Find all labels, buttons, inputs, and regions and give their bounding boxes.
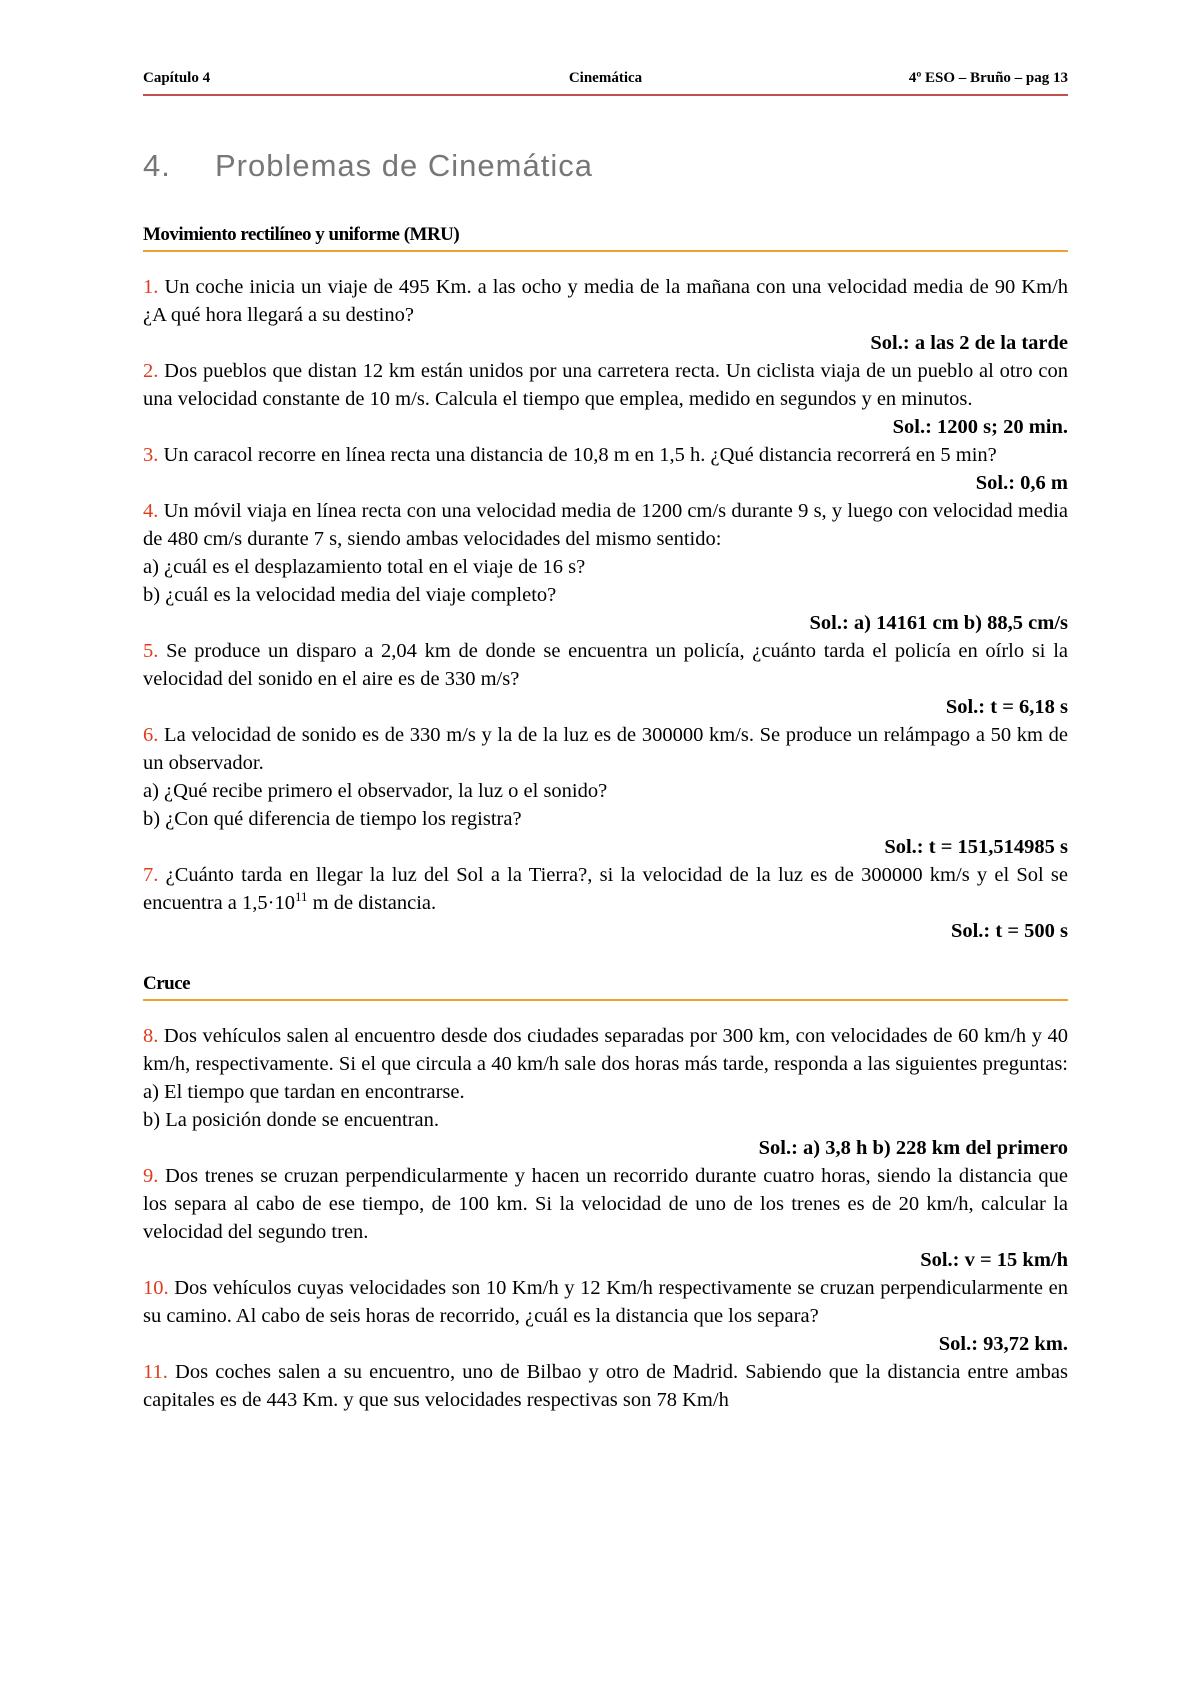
sub-question-a: a) ¿cuál es el desplazamiento total en el viaje de 16 s?: [143, 556, 586, 578]
problem-number: 10.: [143, 1277, 169, 1299]
sub-question-b: b) ¿cuál es la velocidad media del viaje completo?: [143, 584, 557, 606]
problem-7: [143, 861, 1068, 945]
problem-statement: Un coche inicia un viaje de 495 Km. a las ocho y media de la mañana con una velocidad media de 90 Km/h ¿A qué hora llegará a su destino?: [143, 276, 1068, 326]
problem-statement: La velocidad de sonido es de 330 m/s y la de la luz es de 300000 km/s. Se produce un relámpago a 50 km de un observador.: [143, 724, 1068, 774]
problem-text: [143, 1274, 1068, 1330]
problem-number: 5.: [143, 640, 159, 662]
problem-number: 1.: [143, 276, 159, 298]
problem-6: [143, 721, 1068, 861]
problem-statement: Dos vehículos cuyas velocidades son 10 Km/h y 12 Km/h respectivamente se cruzan perpendicularmente en su camino. Al cabo de seis horas de recorrido, ¿cuál es la distancia que los separa?: [143, 1277, 1068, 1327]
problem-text: [143, 497, 1068, 553]
problem-text: [143, 441, 1068, 469]
section-heading-mru: Movimiento rectilíneo y uniforme (MRU): [143, 224, 1068, 252]
problem-statement-end: m de distancia.: [307, 892, 437, 914]
problem-number: 8.: [143, 1025, 159, 1047]
problem-11: [143, 1358, 1068, 1414]
exponent: 11: [294, 889, 308, 904]
chapter-title-text: Problemas de Cinemática: [215, 148, 593, 183]
problem-1: [143, 273, 1068, 357]
problem-4: [143, 497, 1068, 637]
problem-number: 2.: [143, 360, 159, 382]
problem-5: [143, 637, 1068, 721]
problem-statement: Dos coches salen a su encuentro, uno de Bilbao y otro de Madrid. Sabiendo que la distancia entre ambas capitales es de 443 Km. y que sus velocidades respectivas son 78 Km/h: [143, 1361, 1068, 1411]
chapter-number: 4.: [143, 148, 171, 183]
problem-3: [143, 441, 1068, 497]
problem-statement: Se produce un disparo a 2,04 km de donde se encuentra un policía, ¿cuánto tarda el policía en oírlo si la velocidad del sonido en el aire es de 330 m/s?: [143, 640, 1068, 690]
problem-text: [143, 357, 1068, 413]
problem-statement: Dos trenes se cruzan perpendicularmente y hacen un recorrido durante cuatro horas, siendo la distancia que los separa al cabo de ese tiempo, de 100 km. Si la velocidad de uno de los trenes es de 20 km/h, calcular la velocidad del segundo tren.: [143, 1165, 1068, 1243]
problem-statement: Un móvil viaja en línea recta con una velocidad media de 1200 cm/s durante 9 s, y luego con velocidad media de 480 cm/s durante 7 s, siendo ambas velocidades del mismo sentido:: [143, 500, 1068, 550]
section-heading-cruce: Cruce: [143, 973, 1068, 1001]
header-chapter: Capítulo 4: [143, 70, 211, 86]
page-header: [143, 66, 1068, 96]
problem-number: 11.: [143, 1361, 168, 1383]
problem-number: 7.: [143, 864, 159, 886]
problem-text: [143, 861, 1068, 917]
problem-statement: ¿Cuánto tarda en llegar la luz del Sol a la Tierra?, si la velocidad de la luz es de 300000 km/s y el Sol se encuentra a 1,5·10: [143, 864, 1068, 914]
problem-10: [143, 1274, 1068, 1358]
solution: Sol.: a) 14161 cm b) 88,5 cm/s: [809, 612, 1068, 634]
solution: Sol.: a) 3,8 h b) 228 km del primero: [758, 1137, 1068, 1159]
solution: Sol.: t = 6,18 s: [945, 696, 1068, 718]
problem-2: [143, 357, 1068, 441]
problem-number: 9.: [143, 1165, 159, 1187]
problem-number: 6.: [143, 724, 159, 746]
chapter-title: [143, 148, 593, 184]
solution: Sol.: a las 2 de la tarde: [870, 332, 1068, 354]
problem-text: [143, 273, 1068, 329]
problem-9: [143, 1162, 1068, 1274]
problem-text: [143, 721, 1068, 777]
problem-text: [143, 637, 1068, 693]
solution: Sol.: t = 500 s: [950, 920, 1068, 942]
header-course-page: 4º ESO – Bruño – pag 13: [908, 70, 1068, 86]
problem-statement: Dos vehículos salen al encuentro desde dos ciudades separadas por 300 km, con velocidades de 60 km/h y 40 km/h, respectivamente. Si el que circula a 40 km/h sale dos horas más tarde, responda a las siguientes preguntas: a) El tiempo que tardan en encontrarse.: [143, 1025, 1068, 1103]
sub-question-b: b) ¿Con qué diferencia de tiempo los registra?: [143, 808, 522, 830]
sub-question-a: a) ¿Qué recibe primero el observador, la luz o el sonido?: [143, 780, 608, 802]
problem-text: [143, 1162, 1068, 1246]
problem-number: 3.: [143, 444, 159, 466]
solution: Sol.: t = 151,514985 s: [884, 836, 1068, 858]
problem-statement: Un caracol recorre en línea recta una distancia de 10,8 m en 1,5 h. ¿Qué distancia recorrerá en 5 min?: [158, 444, 997, 466]
page-content: [143, 224, 1068, 1414]
solution: Sol.: 1200 s; 20 min.: [892, 416, 1068, 438]
problem-text: [143, 1022, 1068, 1106]
problem-8: [143, 1022, 1068, 1162]
problem-number: 4.: [143, 500, 159, 522]
solution: Sol.: v = 15 km/h: [920, 1249, 1068, 1271]
solution: Sol.: 93,72 km.: [938, 1333, 1068, 1355]
problem-text: [143, 1358, 1068, 1414]
problem-statement: Dos pueblos que distan 12 km están unidos por una carretera recta. Un ciclista viaja de un pueblo al otro con una velocidad constante de 10 m/s. Calcula el tiempo que emplea, medido en segundos y en minutos.: [143, 360, 1068, 410]
sub-question-b: b) La posición donde se encuentran.: [143, 1109, 440, 1131]
header-topic: Cinemática: [568, 70, 643, 86]
solution: Sol.: 0,6 m: [975, 472, 1068, 494]
